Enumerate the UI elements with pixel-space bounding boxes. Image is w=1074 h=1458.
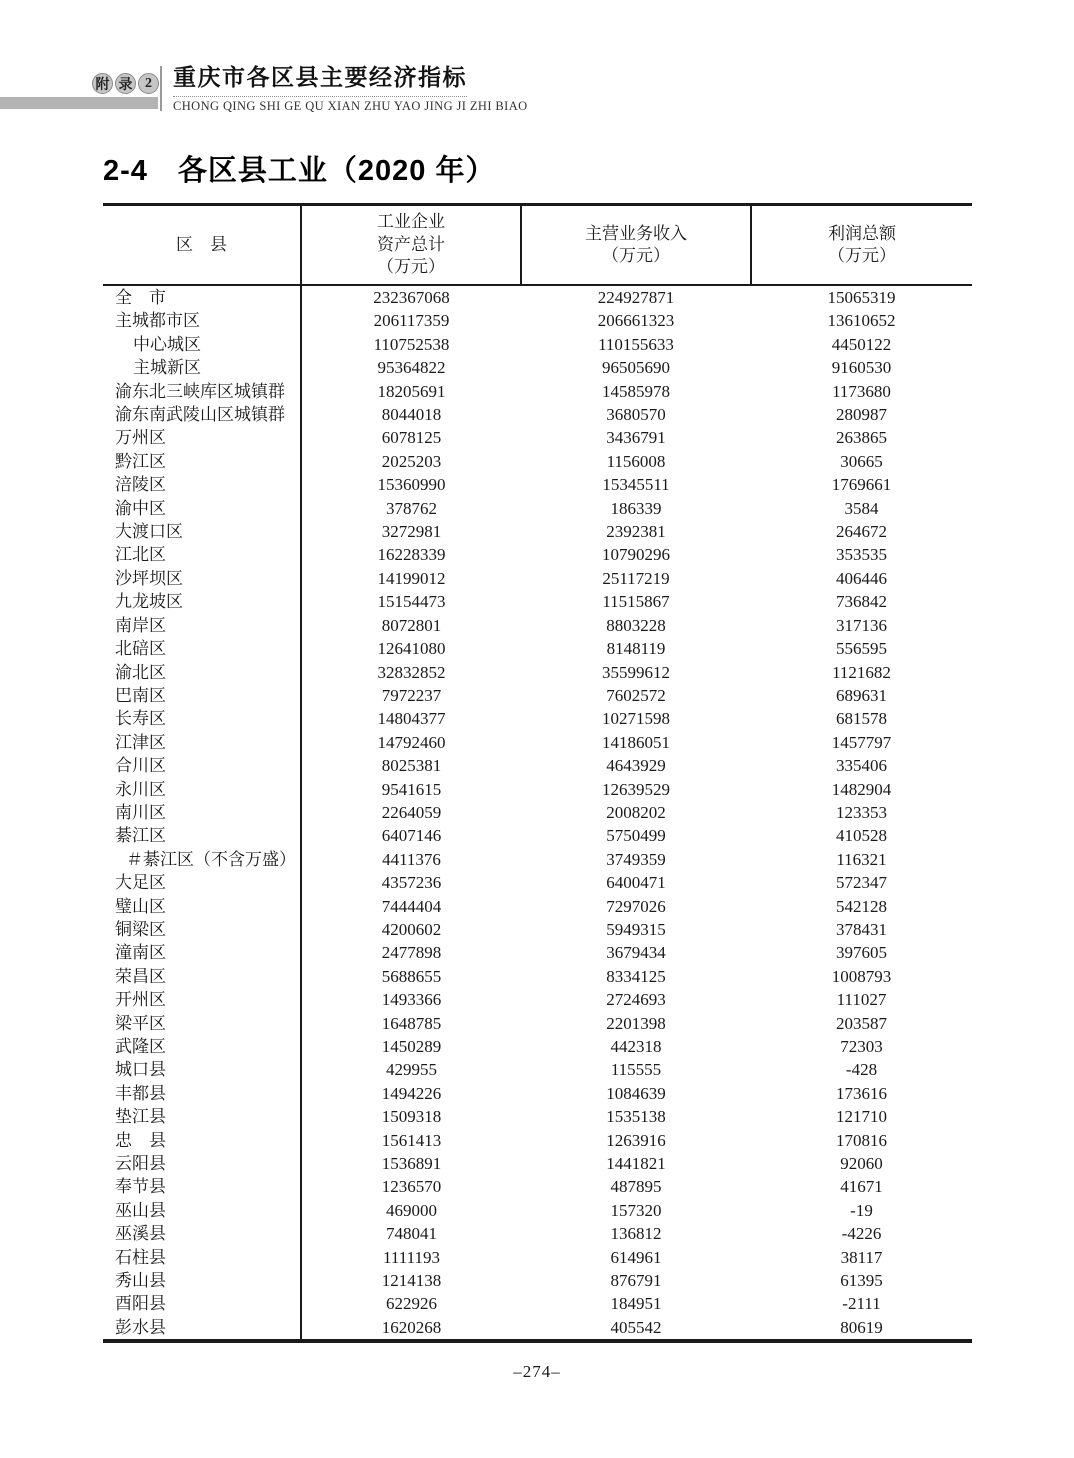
region-name: 南岸区 — [103, 614, 301, 637]
revenue-value: 8148119 — [606, 639, 666, 659]
table-row — [103, 333, 972, 356]
profit-value: 203587 — [836, 1013, 887, 1033]
revenue-value: 184951 — [610, 1294, 662, 1314]
region-name: 巫溪县 — [103, 1222, 301, 1245]
badge-circle-char1: 附 — [92, 73, 113, 94]
region-name: 城口县 — [103, 1058, 301, 1081]
revenue-value: 96505690 — [602, 358, 670, 378]
table-row — [103, 754, 972, 777]
profit-value: 173616 — [836, 1083, 887, 1103]
profit-value: 13610652 — [827, 311, 896, 331]
revenue-value: 14585978 — [602, 381, 670, 401]
profit-value: 121710 — [836, 1107, 887, 1127]
profit-value: 736842 — [836, 592, 887, 612]
revenue-value: 1263916 — [606, 1130, 666, 1150]
table-container — [103, 203, 972, 1343]
revenue-value: 2724693 — [606, 990, 666, 1010]
revenue-value: 115555 — [610, 1060, 662, 1080]
assets-value: 14804377 — [377, 709, 446, 729]
assets-value: 206117359 — [373, 311, 450, 331]
assets-value: 429955 — [386, 1060, 437, 1080]
profit-value: 72303 — [840, 1037, 883, 1056]
region-name: 垫江县 — [103, 1105, 301, 1128]
revenue-value: 3679434 — [606, 943, 666, 963]
assets-value: 2025203 — [381, 451, 442, 471]
profit-value: -428 — [845, 1060, 878, 1080]
header-gray-bar — [0, 97, 158, 109]
revenue-value: 136812 — [610, 1224, 662, 1244]
table-row — [103, 637, 972, 660]
industry-data-table — [103, 203, 972, 1343]
profit-value: 1482904 — [831, 779, 892, 799]
table-row — [103, 285, 972, 309]
revenue-value: 5750499 — [606, 826, 666, 846]
profit-value: -2111 — [842, 1294, 881, 1314]
col-header-profit: 利润总额 （万元） — [751, 205, 972, 286]
revenue-value: 224927871 — [597, 288, 675, 307]
assets-value: 32832852 — [377, 662, 446, 682]
region-name: 秀山县 — [103, 1269, 301, 1292]
profit-value: 572347 — [836, 873, 887, 893]
table-row — [103, 1058, 972, 1081]
region-name: 黔江区 — [103, 450, 301, 473]
page-number: –274– — [513, 1362, 561, 1381]
table-row — [103, 590, 972, 613]
region-name: 铜梁区 — [103, 918, 301, 941]
assets-value: 5688655 — [381, 966, 442, 986]
revenue-value: 6400471 — [606, 873, 666, 893]
table-header — [103, 205, 972, 286]
profit-value: 92060 — [840, 1154, 883, 1174]
region-name: 巴南区 — [103, 684, 301, 707]
assets-value: 18205691 — [377, 381, 446, 401]
profit-value: 30665 — [840, 451, 883, 471]
assets-value: 7972237 — [381, 685, 442, 705]
region-name: 武隆区 — [103, 1035, 301, 1058]
region-name: 奉节县 — [103, 1175, 301, 1198]
revenue-value: 2201398 — [606, 1013, 666, 1033]
region-name: 开州区 — [103, 988, 301, 1011]
revenue-value: 1156008 — [606, 451, 666, 471]
revenue-value: 7297026 — [606, 896, 666, 916]
profit-value: 116321 — [836, 849, 887, 869]
col-header-assets: 工业企业 资产总计 （万元） — [301, 205, 521, 286]
profit-value: 3584 — [844, 498, 879, 518]
assets-value: 1509318 — [381, 1107, 442, 1127]
assets-value: 95364822 — [377, 358, 446, 378]
profit-value: 1121682 — [832, 662, 891, 682]
profit-value: 9160530 — [831, 358, 892, 378]
assets-value: 1493366 — [381, 990, 442, 1010]
region-name: 中心城区 — [103, 333, 301, 356]
table-row — [103, 1152, 972, 1175]
region-name: 主城都市区 — [103, 309, 301, 332]
profit-value: 542128 — [836, 896, 887, 916]
assets-value: 1494226 — [381, 1083, 442, 1103]
assets-value: 110752538 — [373, 334, 450, 354]
region-name: 渝北区 — [103, 661, 301, 684]
revenue-value: 35599612 — [602, 662, 670, 682]
profit-value: -19 — [850, 1200, 873, 1220]
table-row — [103, 707, 972, 730]
table-row — [103, 1316, 972, 1341]
revenue-value: 186339 — [610, 498, 662, 518]
profit-value: -4226 — [841, 1224, 882, 1244]
table-row — [103, 731, 972, 754]
table-row — [103, 801, 972, 824]
assets-value: 622926 — [386, 1294, 437, 1314]
table-row — [103, 988, 972, 1011]
region-name: 合川区 — [103, 754, 301, 777]
region-name: 主城新区 — [103, 356, 301, 379]
revenue-value: 15345511 — [602, 475, 670, 495]
assets-value: 6078125 — [381, 428, 442, 448]
region-name: 丰都县 — [103, 1082, 301, 1105]
profit-value: 38117 — [840, 1247, 883, 1267]
revenue-value: 3436791 — [606, 428, 666, 448]
revenue-value: 8803228 — [606, 615, 666, 635]
profit-value: 1457797 — [831, 732, 892, 752]
assets-value: 16228339 — [377, 545, 446, 565]
revenue-value: 487895 — [610, 1177, 662, 1197]
table-row — [103, 497, 972, 520]
region-name: 全 市 — [103, 285, 301, 309]
region-name: 渝东北三峡库区城镇群 — [103, 380, 301, 403]
table-row — [103, 895, 972, 918]
revenue-value: 614961 — [610, 1247, 662, 1267]
revenue-value: 442318 — [610, 1037, 662, 1056]
profit-value: 317136 — [836, 615, 887, 635]
revenue-value: 3680570 — [606, 405, 666, 425]
revenue-value: 1084639 — [606, 1083, 666, 1103]
revenue-value: 206661323 — [597, 311, 675, 331]
appendix-badge — [92, 73, 159, 94]
assets-value: 8025381 — [381, 756, 442, 776]
table-row — [103, 614, 972, 637]
region-name: 潼南区 — [103, 941, 301, 964]
table-row — [103, 1035, 972, 1058]
revenue-value: 7602572 — [606, 685, 666, 705]
revenue-value: 10790296 — [602, 545, 670, 565]
assets-value: 14199012 — [377, 568, 446, 588]
assets-value: 469000 — [386, 1200, 437, 1220]
table-row — [103, 356, 972, 379]
region-name: 渝中区 — [103, 497, 301, 520]
region-name: 璧山区 — [103, 895, 301, 918]
col-header-region: 区 县 — [103, 205, 301, 286]
table-row — [103, 309, 972, 332]
revenue-value: 157320 — [610, 1200, 662, 1220]
region-name: 云阳县 — [103, 1152, 301, 1175]
revenue-value: 3749359 — [606, 849, 666, 869]
table-row — [103, 567, 972, 590]
badge-circle-number: 2 — [138, 73, 159, 94]
table-row — [103, 403, 972, 426]
table-row — [103, 380, 972, 403]
table-row — [103, 1246, 972, 1269]
profit-value: 681578 — [836, 709, 887, 729]
table-row — [103, 1012, 972, 1035]
revenue-value: 12639529 — [602, 779, 670, 799]
assets-value: 1214138 — [381, 1271, 442, 1291]
assets-value: 4200602 — [381, 919, 442, 939]
table-row — [103, 426, 972, 449]
assets-value: 4411376 — [382, 849, 441, 869]
assets-value: 1450289 — [381, 1037, 442, 1056]
revenue-value: 5949315 — [606, 919, 666, 939]
table-row — [103, 661, 972, 684]
running-head-title: 重庆市各区县主要经济指标 — [173, 64, 467, 97]
section-title: 2-4 各区县工业（2020 年） — [103, 155, 496, 187]
region-name: 江津区 — [103, 731, 301, 754]
profit-value: 280987 — [836, 405, 887, 425]
assets-value: 15154473 — [377, 592, 446, 612]
table-row — [103, 543, 972, 566]
assets-value: 1648785 — [381, 1013, 442, 1033]
region-name: 万州区 — [103, 426, 301, 449]
region-name: 长寿区 — [103, 707, 301, 730]
region-name: 渝东南武陵山区城镇群 — [103, 403, 301, 426]
region-name: 永川区 — [103, 778, 301, 801]
revenue-value: 876791 — [610, 1271, 662, 1291]
profit-value: 556595 — [836, 639, 887, 659]
assets-value: 2264059 — [381, 802, 442, 822]
assets-value: 2477898 — [381, 943, 442, 963]
region-name: 北碚区 — [103, 637, 301, 660]
revenue-value: 405542 — [610, 1317, 662, 1337]
revenue-value: 110155633 — [598, 334, 674, 354]
profit-value: 15065319 — [827, 288, 896, 307]
assets-value: 232367068 — [373, 288, 450, 307]
table-row — [103, 965, 972, 988]
region-name: 南川区 — [103, 801, 301, 824]
assets-value: 1111193 — [383, 1247, 440, 1267]
profit-value: 397605 — [836, 943, 887, 963]
table-row — [103, 941, 972, 964]
assets-value: 12641080 — [377, 639, 446, 659]
profit-value: 1173680 — [832, 381, 891, 401]
table-row — [103, 1082, 972, 1105]
revenue-value: 11515867 — [602, 592, 670, 612]
table-row — [103, 1199, 972, 1222]
header-divider — [160, 66, 162, 111]
profit-value: 689631 — [836, 685, 887, 705]
running-head-title-block — [173, 64, 528, 114]
region-name: 大渡口区 — [103, 520, 301, 543]
table-body — [103, 285, 972, 1341]
region-name: 江北区 — [103, 543, 301, 566]
badge-circle-char2: 录 — [115, 73, 136, 94]
table-row — [103, 1222, 972, 1245]
region-name: 涪陵区 — [103, 473, 301, 496]
profit-value: 263865 — [836, 428, 887, 448]
profit-value: 410528 — [836, 826, 887, 846]
revenue-value: 14186051 — [602, 732, 670, 752]
profit-value: 41671 — [840, 1177, 883, 1197]
profit-value: 61395 — [840, 1271, 883, 1291]
assets-value: 6407146 — [381, 826, 442, 846]
revenue-value: 1535138 — [606, 1107, 666, 1127]
profit-value: 170816 — [836, 1130, 887, 1150]
profit-value: 111027 — [836, 990, 887, 1010]
assets-value: 14792460 — [377, 732, 446, 752]
table-row — [103, 450, 972, 473]
region-name: 忠 县 — [103, 1129, 301, 1152]
table-row — [103, 684, 972, 707]
revenue-value: 2008202 — [606, 802, 666, 822]
table-row — [103, 1175, 972, 1198]
region-name: 九龙坡区 — [103, 590, 301, 613]
assets-value: 7444404 — [381, 896, 442, 916]
assets-value: 1620268 — [381, 1317, 442, 1337]
region-name: 綦江区 — [103, 824, 301, 847]
assets-value: 1236570 — [381, 1177, 442, 1197]
table-row — [103, 1269, 972, 1292]
profit-value: 335406 — [836, 756, 887, 776]
profit-value: 1769661 — [831, 475, 892, 495]
assets-value: 3272981 — [381, 522, 442, 542]
table-row — [103, 520, 972, 543]
profit-value: 4450122 — [831, 334, 892, 354]
profit-value: 1008793 — [831, 966, 892, 986]
profit-value: 80619 — [840, 1317, 883, 1337]
revenue-value: 2392381 — [606, 522, 666, 542]
table-row — [103, 918, 972, 941]
region-name: 酉阳县 — [103, 1292, 301, 1315]
revenue-value: 4643929 — [606, 756, 666, 776]
region-name: 大足区 — [103, 871, 301, 894]
assets-value: 748041 — [386, 1224, 437, 1244]
revenue-value: 10271598 — [602, 709, 670, 729]
assets-value: 4357236 — [381, 873, 442, 893]
revenue-value: 25117219 — [602, 568, 670, 588]
table-row — [103, 473, 972, 496]
profit-value: 353535 — [836, 545, 887, 565]
running-head-pinyin: CHONG QING SHI GE QU XIAN ZHU YAO JING JI ZHI BIAO — [173, 98, 528, 113]
col-header-revenue: 主营业务收入 （万元） — [521, 205, 751, 286]
table-row — [103, 824, 972, 847]
region-name: 巫山县 — [103, 1199, 301, 1222]
table-row — [103, 778, 972, 801]
revenue-value: 1441821 — [606, 1154, 666, 1174]
profit-value: 406446 — [836, 568, 887, 588]
profit-value: 264672 — [836, 522, 887, 542]
assets-value: 15360990 — [377, 475, 446, 495]
table-row — [103, 1105, 972, 1128]
region-name: 梁平区 — [103, 1012, 301, 1035]
assets-value: 8072801 — [381, 615, 442, 635]
profit-value: 378431 — [836, 919, 887, 939]
table-row — [103, 848, 972, 871]
assets-value: 9541615 — [381, 779, 442, 799]
region-name: 沙坪坝区 — [103, 567, 301, 590]
region-name: 荣昌区 — [103, 965, 301, 988]
revenue-value: 8334125 — [606, 966, 666, 986]
region-name: 彭水县 — [103, 1316, 301, 1341]
assets-value: 1561413 — [381, 1130, 442, 1150]
assets-value: 8044018 — [381, 405, 442, 425]
assets-value: 378762 — [386, 498, 437, 518]
region-name: ＃綦江区（不含万盛） — [103, 848, 301, 871]
region-name: 石柱县 — [103, 1246, 301, 1269]
table-row — [103, 871, 972, 894]
table-row — [103, 1292, 972, 1315]
assets-value: 1536891 — [381, 1154, 442, 1174]
profit-value: 123353 — [836, 802, 887, 822]
table-row — [103, 1129, 972, 1152]
